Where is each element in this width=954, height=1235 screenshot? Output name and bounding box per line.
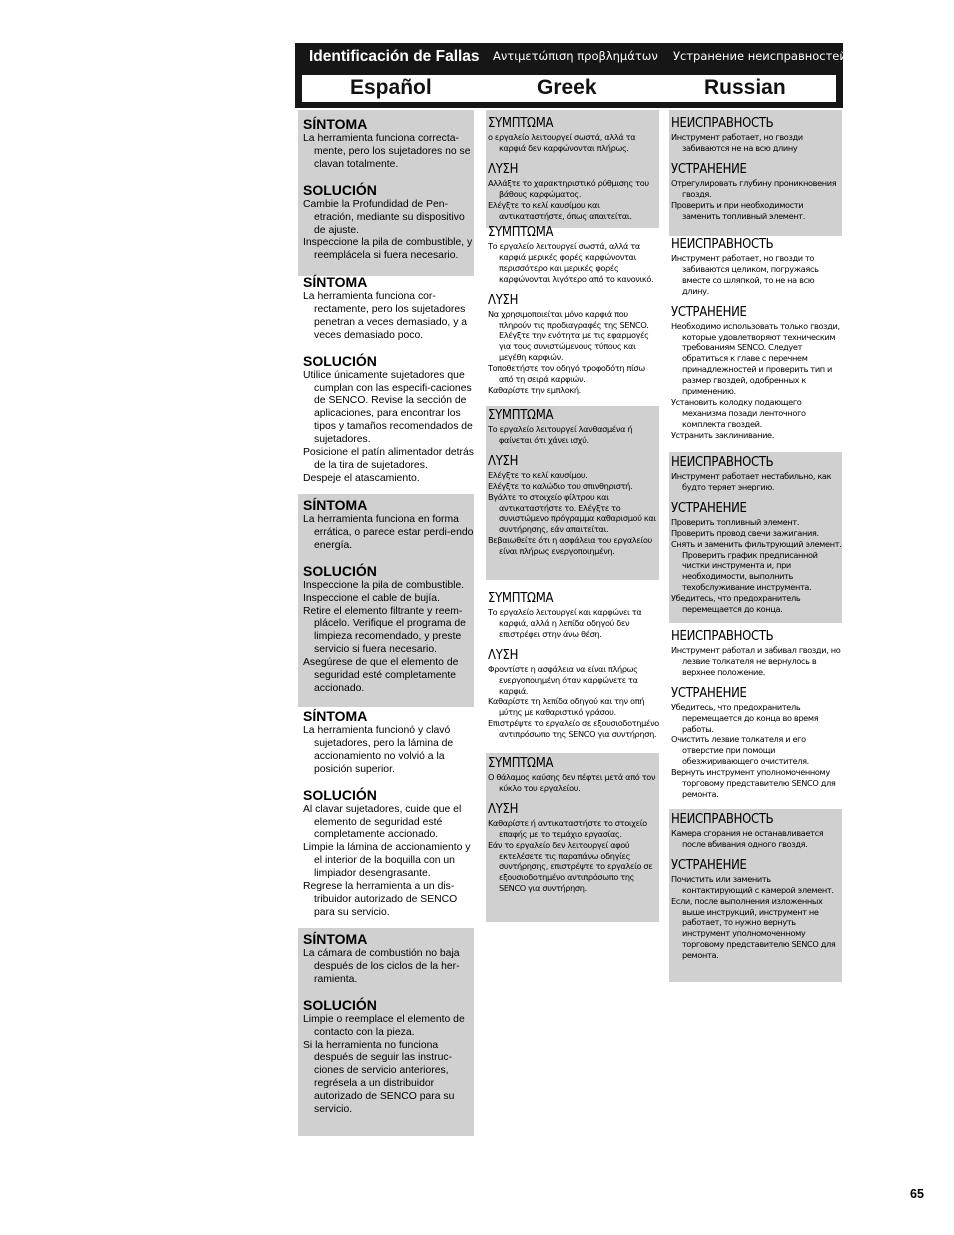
solution-heading: УСТРАНЕНИЕ — [671, 500, 747, 516]
solution-text: Ελέγξτε το κελί καυσίμου και αντικαταστήστε, όπως απαιτείται. — [488, 199, 632, 221]
troubleshooting-block — [486, 588, 659, 753]
symptom-text: Инструмент работал и забивал гвозди, но лезвие толкателя не вернулось в верхнее положение. — [671, 645, 841, 677]
troubleshooting-block — [669, 452, 842, 623]
symptom-heading: НЕИСПРАВНОСТЬ — [671, 237, 774, 252]
symptom-heading: ΣΥΜΠΤΩΜΑ — [488, 225, 554, 240]
solution-heading: ΛΥΣΗ — [488, 161, 519, 177]
symptom-text: La herramienta funcionó y clavó sujetadores, pero la lámina de accionamiento no volvió a la posición superior. — [303, 725, 454, 775]
solution-text: Убедитесь, что предохранитель перемещается до конца во время работы. — [671, 701, 819, 734]
solution-text: Inspeccione la pila de combustible, y reemplácela si fuera necesario. — [303, 237, 473, 262]
header-bar — [295, 43, 847, 108]
solution-text: Φροντίστε η ασφάλεια να είναι πλήρως ενεργοποιημένη όταν καρφώνετε τα καρφιά. — [488, 663, 638, 696]
solution-text: Inspeccione la pila de combustible. — [303, 579, 465, 591]
solution-text: Устранить заклинивание. — [671, 429, 774, 440]
solution-text: Βγάλτε το στοιχείο φίλτρου και αντικαταστήστε το. Ελέγξτε το συνιστώμενο πρόγραμμα καθαρισμού και συντήρησης, εάν απαιτείται. — [488, 491, 656, 535]
symptom-heading: НЕИСПРАВНОСТЬ — [671, 812, 774, 827]
solution-heading: SOLUCIÓN — [303, 996, 377, 1013]
solution-text: Retire el elemento filtrante y reem-plácelo. Verifique el programa de limpieza recomendado, y preste servicio si fuera necesario. — [303, 605, 466, 656]
solution-text: Βεβαιωθείτε ότι η ασφάλεια του εργαλείου είναι πλήρως ενεργοποιημένη. — [488, 535, 652, 557]
solution-text: Αλλάξτε το χαρακτηριστικό ρύθμισης του βάθους καρφώματος. — [488, 177, 649, 199]
solution-text: Установить колодку подающего механизма позади ленточного комплекта гвоздей. — [671, 396, 806, 429]
solution-text: Проверить и при необходимости заменить топливный элемент. — [671, 199, 805, 221]
troubleshooting-block — [486, 406, 659, 580]
solution-heading: ΛΥΣΗ — [488, 292, 519, 308]
solution-text: Να χρησιμοποιείται μόνο καρφιά που πληρούν τις προδιαγραφές της SENCO. Ελέγξτε την ενότητα με τις εφαρμογές για τους συνιστώμενους τύπους και μεγέθη καρφιών. — [488, 308, 649, 363]
troubleshooting-block — [486, 753, 659, 922]
solution-text: Limpie la lámina de accionamiento y el interior de la boquilla con un limpiador desengrasante. — [303, 842, 471, 880]
solution-heading: SOLUCIÓN — [303, 181, 377, 198]
solution-heading: УСТРАНЕНИЕ — [671, 161, 747, 177]
troubleshooting-block — [298, 270, 474, 494]
symptom-heading: SÍNTOMA — [303, 274, 368, 290]
symptom-heading: ΣΥΜΠΤΩΜΑ — [488, 116, 554, 131]
symptom-text: Το εργαλείο λειτουργεί λανθασμένα ή φαίνεται ότι χάνει ισχύ. — [488, 424, 633, 445]
solution-heading: ΛΥΣΗ — [488, 647, 519, 663]
solution-text: Καθαρίστε ή αντικαταστήστε το στοιχείο επαφής με το τεμάχιο εργασίας. — [488, 817, 647, 839]
solution-text: Отрегулировать глубину проникновения гвоздя. — [671, 177, 837, 199]
symptom-text: o εργαλείο λειτουργεί σωστά, αλλά τα καρφιά δεν καρφώνονται πλήρως. — [488, 132, 636, 153]
solution-heading: УСТРАНЕНИЕ — [671, 685, 747, 701]
symptom-text: La cámara de combustión no baja después de los ciclos de la her-ramienta. — [303, 948, 460, 985]
symptom-heading: ΣΥΜΠΤΩΜΑ — [488, 408, 554, 423]
symptom-text: Το εργαλείο λειτουργεί σωστά, αλλά τα καρφιά μερικές φορές καρφώνονται περισσότερο και μερικές φορές καρφώνονται λιγότερο από το κανονικό. — [488, 241, 654, 284]
symptom-text: Инструмент работает, но гвозди то забиваются целиком, погружаясь вместе со шляпкой, то не на всю длину. — [671, 253, 819, 296]
symptom-text: La herramienta funciona en forma errática, o parece estar perdi-endo energía. — [303, 514, 474, 551]
symptom-heading: SÍNTOMA — [303, 497, 368, 513]
troubleshooting-block — [298, 928, 474, 1136]
solution-text: Проверить провод свечи зажигания. — [671, 527, 819, 538]
solution-heading: УСТРАНЕНИЕ — [671, 857, 747, 873]
solution-heading: ΛΥΣΗ — [488, 453, 519, 469]
solution-text: Καθαρίστε την εμπλοκή. — [488, 384, 581, 395]
title-greek: Αντιμετώπιση προβλημάτων — [493, 49, 658, 63]
solution-text: Почистить или заменить контактирующий с камерой элемент. — [671, 873, 834, 895]
symptom-text: La herramienta funciona correcta-mente, pero los sujetadores no se clavan totalmente. — [303, 133, 471, 170]
symptom-heading: SÍNTOMA — [303, 708, 368, 724]
solution-heading: SOLUCIÓN — [303, 562, 377, 579]
solution-heading: УСТРАНЕНИЕ — [671, 304, 747, 320]
solution-heading: SOLUCIÓN — [303, 786, 377, 803]
symptom-heading: ΣΥΜΠΤΩΜΑ — [488, 756, 554, 771]
symptom-heading: НЕИСПРАВНОСТЬ — [671, 116, 774, 131]
title-russian: Устранение неисправностей — [673, 49, 847, 63]
solution-text: Regrese la herramienta a un dis-tribuidor autorizado de SENCO para su servicio. — [303, 881, 458, 918]
solution-text: Inspeccione el cable de bujía. — [303, 592, 440, 604]
troubleshooting-block — [669, 110, 842, 236]
solution-text: Проверить топливный элемент. — [671, 516, 800, 527]
symptom-text: Инструмент работает нестабильно, как будто теряет энергию. — [671, 471, 832, 492]
solution-text: Ελέγξτε το καλώδιο του σπινθηριστή. — [488, 480, 633, 491]
solution-text: Utilice únicamente sujetadores que cumplan con las especifi-caciones de SENCO. Revise la sección de aplicaciones, para encontrar los tipos y tamaños recomendados de sujetadores. — [303, 369, 473, 446]
symptom-text: Инструмент работает, но гвозди забиваются не на всю длину — [671, 132, 803, 153]
language-russian: Russian — [704, 76, 786, 99]
symptom-text: Το εργαλείο λειτουργεί και καρφώνει τα καρφιά, αλλά η λεπίδα οδηγού δεν επιστρέφει στην άνω θέση. — [488, 607, 642, 639]
troubleshooting-block — [486, 110, 659, 228]
solution-text: Εάν το εργαλείο δεν λειτουργεί αφού εκτελέσετε τις παραπάνω οδηγίες συντήρησης, επιστρέψτε το εργαλείο σε εξουσιοδοτημένο αντιπρόσωπο της SENCO για συντήρηση. — [488, 839, 653, 894]
language-greek: Greek — [537, 76, 597, 99]
solution-text: Τοποθετήστε τον οδηγό τροφοδότη πίσω από τη σειρά καρφιών. — [488, 363, 645, 385]
language-bar — [301, 74, 837, 103]
solution-text: Убедитесь, что предохранитель перемещается до конца. — [671, 593, 801, 615]
solution-text: Si la herramienta no funciona después de seguir las instruc-ciones de servicio anteriores, regrésela a un distribuidor autorizado de SENCO para su servicio. — [303, 1039, 455, 1116]
solution-text: Limpie o reemplace el elemento de contacto con la pieza. — [303, 1013, 465, 1038]
language-spanish: Español — [350, 76, 432, 99]
symptom-text: Ο θάλαμος καύσης δεν πέφτει μετά από τον κύκλο του εργαλείου. — [488, 772, 656, 793]
troubleshooting-block — [486, 222, 659, 409]
troubleshooting-block — [298, 494, 474, 707]
symptom-text: La herramienta funciona cor-rectamente, pero los sujetadores penetran a veces demasiado, y a veces demasiado poco. — [303, 291, 468, 341]
solution-text: Cambie la Profundidad de Pen-etración, mediante su dispositivo de ajuste. — [303, 198, 465, 236]
solution-text: Καθαρίστε τη λεπίδα οδηγού και την οπή μύτης με καθαριστικό γράσου. — [488, 696, 645, 718]
symptom-heading: ΣΥΜΠΤΩΜΑ — [488, 591, 554, 606]
solution-text: Вернуть инструмент уполномоченному торговому представителю SENCO для ремонта. — [671, 767, 836, 799]
symptom-heading: НЕИСПРАВНОСТЬ — [671, 629, 774, 644]
solution-heading: SOLUCIÓN — [303, 352, 377, 369]
solution-text: Despeje el atascamiento. — [303, 472, 420, 484]
solution-heading: ΛΥΣΗ — [488, 801, 519, 817]
solution-text: Ελέγξτε το κελί καυσίμου. — [488, 469, 588, 480]
troubleshooting-block — [669, 626, 842, 809]
symptom-heading: SÍNTOMA — [303, 931, 368, 947]
title-spanish: Identificación de Fallas — [309, 48, 480, 65]
solution-text: Если, после выполнения изложенных выше инструкций, инструмент не работает, то нужно вернуть инструмент уполномоченному торговому представителю SENCO для ремонта. — [671, 895, 836, 961]
solution-text: Снять и заменить фильтрующий элемент. Проверить график предписанной чистки инструмента и, при необходимости, выполнить техобслуживание инструмента. — [671, 538, 842, 593]
solution-text: Posicione el patín alimentador detrás de la tira de sujetadores. — [303, 447, 474, 471]
symptom-heading: SÍNTOMA — [303, 116, 368, 132]
troubleshooting-block — [669, 234, 842, 449]
solution-text: Очистить лезвие толкателя и его отверстие при помощи обезжиривающего очистителя. — [671, 734, 809, 767]
symptom-text: Камера сгорания не останавливается после вбивания одного гвоздя. — [671, 828, 824, 849]
troubleshooting-block — [298, 705, 474, 930]
solution-text: Необходимо использовать только гвозди, которые удовлетворяют техническим требованиям SENCO. Следует обратиться к главе с перечнем принадлежностей и проверить тип и размер гвоздей, одобренных к применению. — [671, 320, 840, 397]
page-number: 65 — [910, 1187, 924, 1201]
troubleshooting-block — [298, 110, 474, 276]
solution-text: Al clavar sujetadores, cuide que el elemento de seguridad esté completamente accionado. — [303, 803, 462, 841]
solution-text: Επιστρέψτε το εργαλείο σε εξουσιοδοτημένο αντιπρόσωπο της SENCO για συντήρηση. — [488, 718, 659, 740]
troubleshooting-block — [669, 809, 842, 982]
solution-text: Asegúrese de que el elemento de seguridad esté completamente accionado. — [303, 657, 459, 694]
symptom-heading: НЕИСПРАВНОСТЬ — [671, 455, 774, 470]
